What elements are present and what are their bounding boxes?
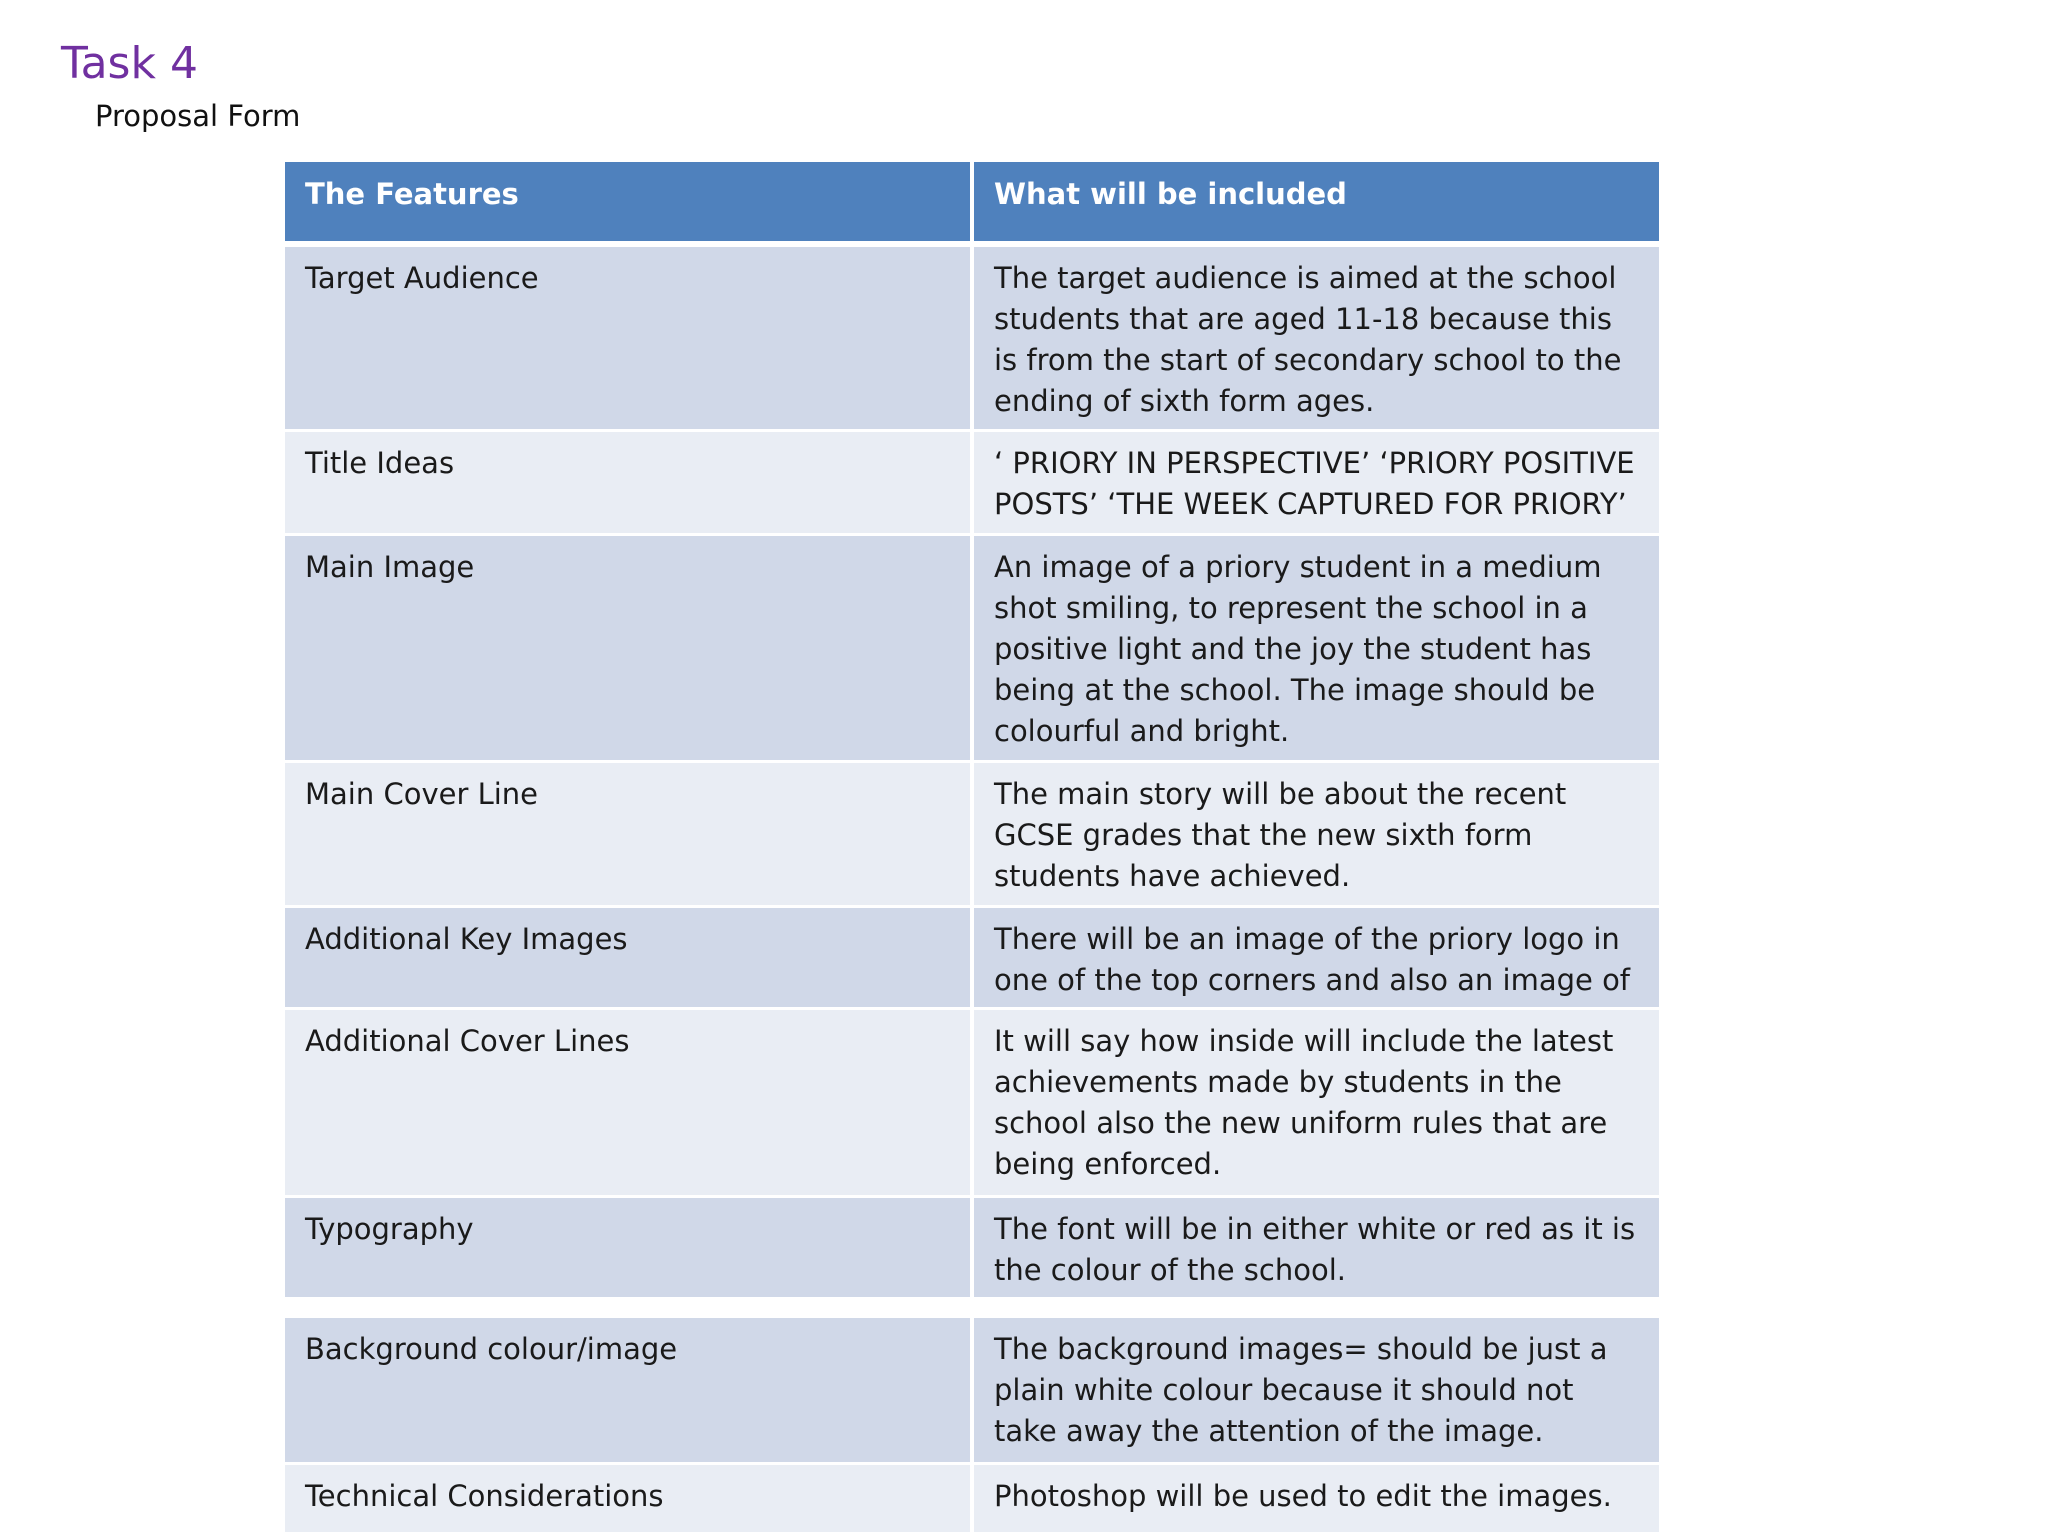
feature-cell: Additional Cover Lines: [285, 1008, 972, 1196]
feature-cell: Background colour/image: [285, 1318, 972, 1463]
column-header-included: What will be included: [972, 162, 1659, 244]
detail-cell: There will be an image of the priory logo in one of the top corners and also an image of: [972, 906, 1659, 1008]
page-subtitle: Proposal Form: [95, 99, 301, 133]
table-row: [285, 906, 1659, 1008]
table-row: [285, 244, 1659, 430]
feature-cell: Main Image: [285, 534, 972, 761]
feature-cell: Additional Key Images: [285, 906, 972, 1008]
detail-cell: ‘ PRIORY IN PERSPECTIVE’ ‘PRIORY POSITIVE POSTS’ ‘THE WEEK CAPTURED FOR PRIORY’: [972, 430, 1659, 534]
table-spacer: [285, 1298, 1659, 1318]
column-header-features: The Features: [285, 162, 972, 244]
feature-cell: Main Cover Line: [285, 761, 972, 906]
detail-cell: Photoshop will be used to edit the images.: [972, 1463, 1659, 1533]
proposal-table: [285, 162, 1659, 1535]
detail-cell: The background images= should be just a plain white colour because it should not take away the attention of the image.: [972, 1318, 1659, 1463]
detail-cell: The font will be in either white or red as it is the colour of the school.: [972, 1196, 1659, 1298]
detail-cell: It will say how inside will include the latest achievements made by students in the school also the new uniform rules that are being enforced.: [972, 1008, 1659, 1196]
feature-cell: Target Audience: [285, 244, 972, 430]
table-row: [285, 1008, 1659, 1196]
table-header-row: [285, 162, 1659, 244]
table-row: [285, 1463, 1659, 1533]
detail-cell: An image of a priory student in a medium shot smiling, to represent the school in a positive light and the joy the student has being at the school. The image should be colourful and bright.: [972, 534, 1659, 761]
detail-cell: The main story will be about the recent GCSE grades that the new sixth form students have achieved.: [972, 761, 1659, 906]
table-row: [285, 761, 1659, 906]
feature-cell: Typography: [285, 1196, 972, 1298]
feature-cell: Technical Considerations: [285, 1463, 972, 1533]
table-row: [285, 1318, 1659, 1463]
table-row: [285, 534, 1659, 761]
detail-cell: The target audience is aimed at the school students that are aged 11-18 because this is from the start of secondary school to the ending of sixth form ages.: [972, 244, 1659, 430]
table-row: [285, 1196, 1659, 1298]
feature-cell: Title Ideas: [285, 430, 972, 534]
table-row: [285, 430, 1659, 534]
page-title: Task 4: [61, 38, 198, 89]
